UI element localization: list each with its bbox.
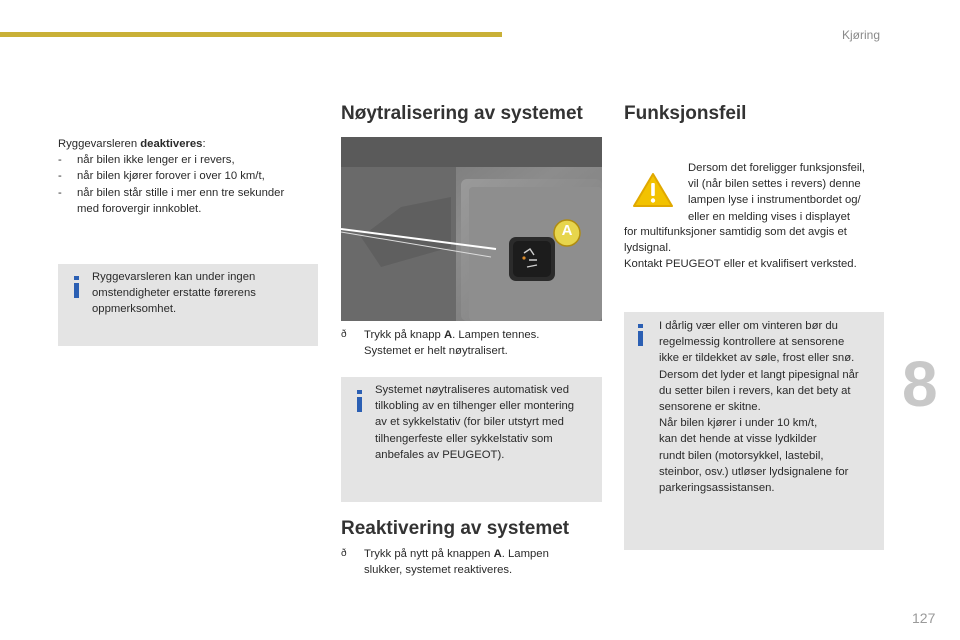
info-line: I dårlig vær eller om vinteren bør du [659,320,838,332]
intro-line [58,136,318,152]
info-line: tilkobling av en tilhenger eller montering [375,400,575,413]
intro-bold: deaktiveres [140,138,203,150]
info-line: kan det hende at visse lydkilder [659,433,817,446]
info-line: regelmessig kontrollere at sensorene [659,336,845,349]
list-item: - når bilen kjører forover i over 10 km/t, [58,170,265,183]
info-line: tilhengerfeste eller sykkelstativ som [375,432,553,445]
info-box-weather [624,312,884,550]
step-line: ð Trykk på nytt på knappen A. Lampen [341,546,602,562]
list-item: - når bilen står stille i mer enn tre sekunder [58,186,285,199]
step-line: slukker, systemet reaktiveres. [364,564,513,577]
info-line: Dersom det lyder et langt pipesignal når [659,368,859,381]
arrow-marker-icon: ð [341,329,347,340]
info-line: sensorene er skitne. [659,401,761,414]
info-box-attention [58,264,318,346]
section-title-malfunction: Funksjonsfeil [624,103,747,124]
text-line: Kontakt PEUGEOT eller et kvalifisert verksted. [624,258,857,271]
header-accent-bar [0,32,502,37]
info-line: steinbor, osv.) utløser lydsignalene for [659,465,849,478]
info-line: rundt bilen (motorsykkel, lastebil, [659,449,824,462]
info-line: anbefales av PEUGEOT). [375,448,505,461]
info-box-automatic [341,377,602,502]
text-line: Dersom det foreligger funksjonsfeil, [688,162,866,174]
section-title-neutralisation: Nøytralisering av systemet [341,103,583,124]
info-line: Systemet nøytraliseres automatisk ved [375,384,569,396]
info-line: parkeringsassistansen. [659,482,775,495]
chapter-number: 8 [902,348,938,420]
info-line: oppmerksomhet. [92,303,177,316]
malfunction-body-text [624,224,894,273]
info-line: omstendigheter erstatte førerens [92,287,256,300]
text-line: eller en melding vises i displayet [688,210,851,223]
info-icon [638,324,643,346]
text-line: lampen lyse i instrumentbordet og/ [688,194,861,207]
warning-triangle-icon [632,172,674,208]
reactivate-step [341,546,602,578]
intro-suffix: : [202,138,206,150]
button-photo [341,137,602,321]
deactivation-text [58,136,318,217]
photo-label-a: A [561,222,573,239]
text-line: lydsignal. [624,242,672,255]
list-item: - når bilen ikke lenger er i revers, [58,154,235,167]
list-item-continuation: med forovergir innkoblet. [77,202,202,215]
section-name: Kjøring [842,28,881,42]
arrow-marker-icon: ð [341,548,347,559]
section-title-reactivation: Reaktivering av systemet [341,518,570,539]
neutralise-step [341,327,602,359]
intro-prefix: Ryggevarsleren [58,138,141,150]
step-line: ð Trykk på knapp A. Lampen tennes. [341,327,602,343]
info-icon [74,276,79,298]
info-line: av et sykkelstativ (for biler utstyrt med [375,416,564,429]
info-icon [357,390,362,412]
page-number: 127 [912,610,936,626]
info-line: ikke er tildekket av søle, frost eller snø. [659,352,855,365]
info-line: du setter bilen i revers, kan det bety at [659,384,851,397]
info-line: Ryggevarsleren kan under ingen [92,271,256,283]
malfunction-warning-text [688,160,893,225]
text-line: for multifunksjoner samtidig som det avgis et [624,226,847,238]
info-line: Når bilen kjører i under 10 km/t, [659,417,818,430]
text-line: vil (når bilen settes i revers) denne [688,178,861,191]
step-line: Systemet er helt nøytralisert. [364,345,508,358]
